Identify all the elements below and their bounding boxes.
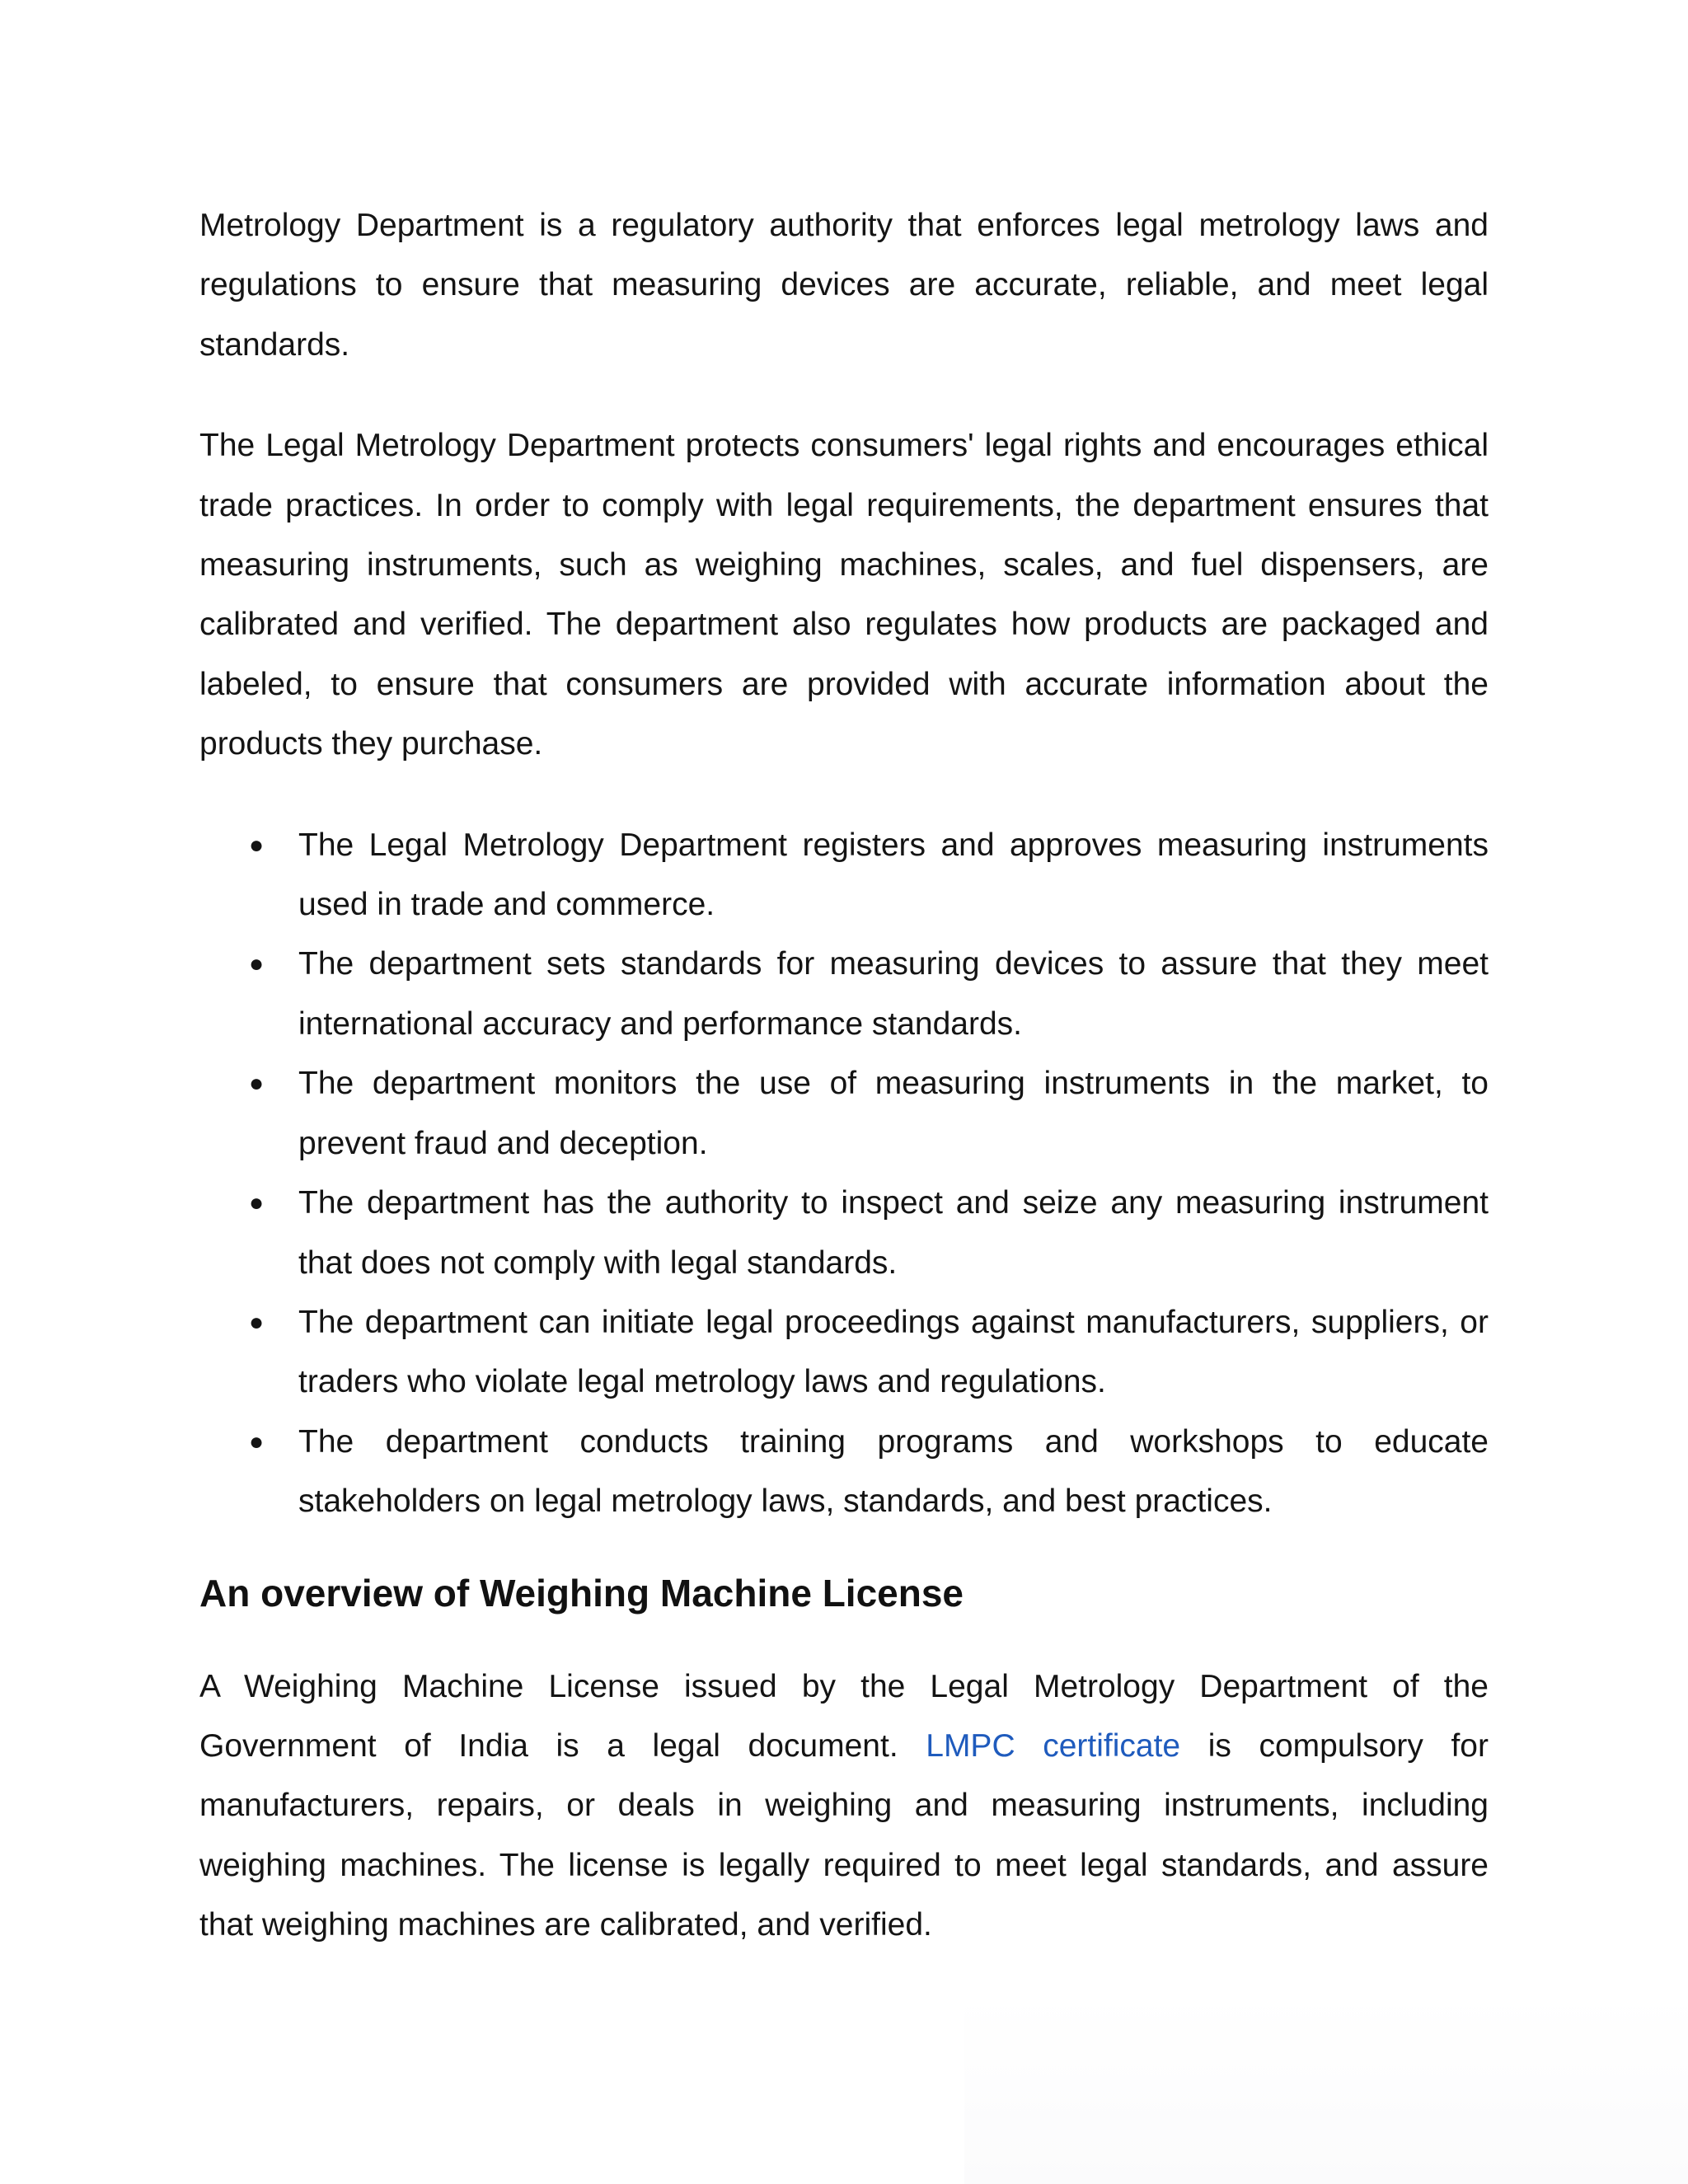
page-shade	[964, 1994, 1688, 2184]
list-item-text: The department conducts training programs and workshops to educate stakeholders on legal metrology laws, standards, and best practices.	[298, 1423, 1489, 1520]
license-paragraph-start: A Weighing Machine License issued by the Legal Metrology Department of the Government of India is a legal document.	[199, 1668, 1489, 1764]
bullet-list	[199, 816, 1489, 1532]
list-item-text: The department can initiate legal proceedings against manufacturers, suppliers, or traders who violate legal metrology laws and regulations.	[298, 1304, 1489, 1400]
license-paragraph	[199, 1657, 1489, 1956]
bullet-icon: ●	[249, 1189, 265, 1217]
bullet-icon: ●	[249, 950, 265, 978]
section-heading: An overview of Weighing Machine License	[199, 1571, 964, 1615]
list-item	[199, 1293, 1489, 1413]
list-item-text: The Legal Metrology Department registers and approves measuring instruments used in trade and commerce.	[298, 827, 1489, 923]
list-item-text: The department monitors the use of measuring instruments in the market, to prevent fraud and deception.	[298, 1066, 1489, 1161]
second-paragraph: The Legal Metrology Department protects consumers' legal rights and encourages ethical trade practices. In order to comply with legal requirements, the department ensures that measuring instruments, such as weighing machines, scales, and fuel dispensers, are calibrated and verified. The department also regulates how products are packaged and labeled, to ensure that consumers are provided with accurate information about the products they purchase.	[199, 428, 1489, 762]
document-page	[199, 196, 1489, 1956]
list-item	[199, 816, 1489, 935]
list-item-text: The department sets standards for measuring devices to assure that they meet international accuracy and performance standards.	[298, 946, 1489, 1042]
intro-paragraph: Metrology Department is a regulatory authority that enforces legal metrology laws and regulations to ensure that measuring devices are accurate, reliable, and meet legal standards.	[199, 208, 1489, 363]
list-item	[199, 1413, 1489, 1532]
license-paragraph-end: is compulsory for manufacturers, repairs, or deals in weighing and measuring instruments, including weighing machines. The license is legally required to meet legal standards, and assure that weighing machines are calibrated, and verified.	[199, 1727, 1489, 1943]
list-item	[199, 935, 1489, 1054]
bullet-icon: ●	[249, 1427, 265, 1455]
list-item-text: The department has the authority to inspect and seize any measuring instrument that does not comply with legal standards.	[298, 1185, 1489, 1281]
bullet-icon: ●	[249, 1070, 265, 1098]
bullet-icon: ●	[249, 831, 265, 859]
bullet-icon: ●	[249, 1308, 265, 1336]
list-item	[199, 1054, 1489, 1174]
list-item	[199, 1174, 1489, 1293]
lmpc-certificate-link[interactable]: LMPC certificate	[926, 1727, 1181, 1764]
